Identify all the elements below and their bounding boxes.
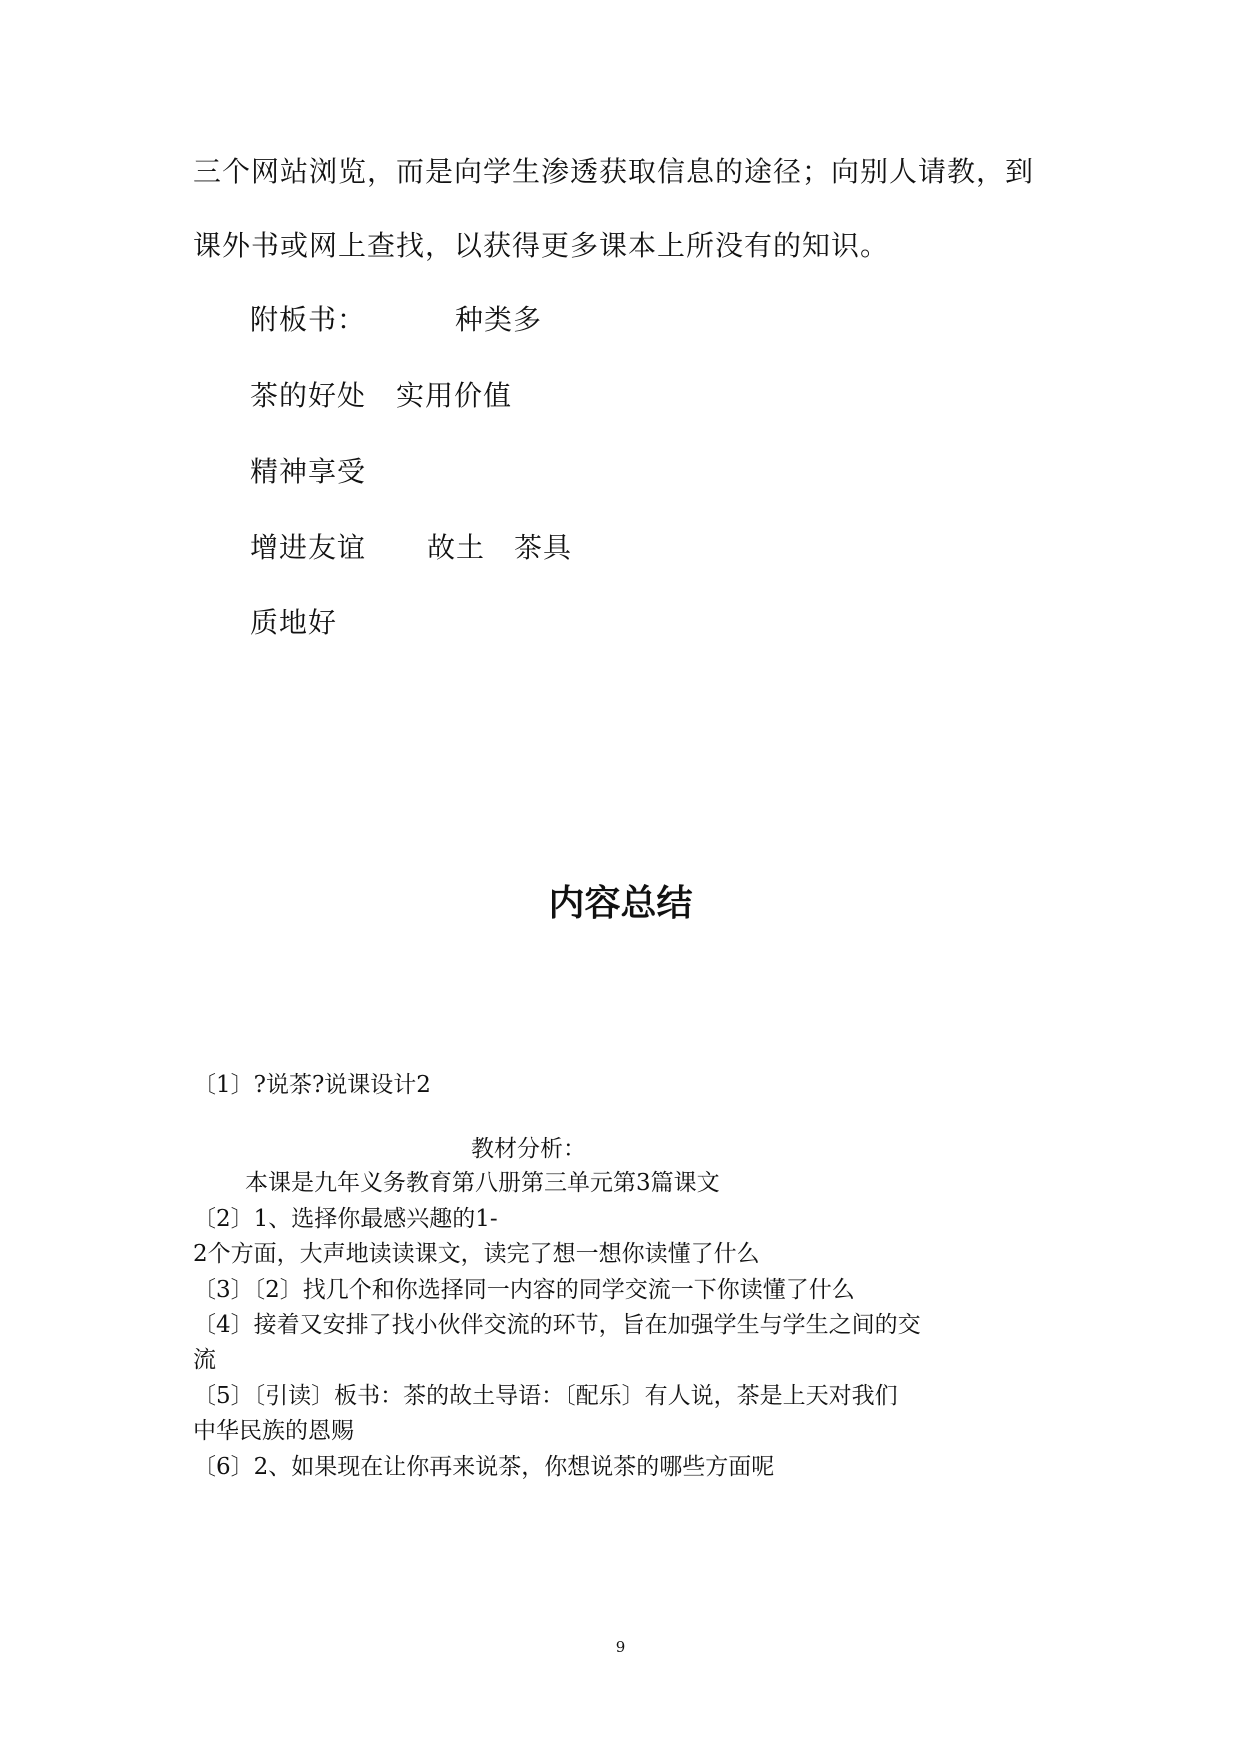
summary-item: 流 bbox=[193, 1347, 216, 1373]
board-item: 增进友谊 bbox=[250, 531, 367, 564]
summary-item: 中华民族的恩赐 bbox=[193, 1418, 354, 1444]
summary-item: 〔3〕〔2〕找几个和你选择同一内容的同学交流一下你读懂了什么 bbox=[193, 1277, 855, 1303]
summary-item: 本课是九年义务教育第八册第三单元第3篇课文 bbox=[245, 1170, 720, 1196]
board-heading: 茶的好处 bbox=[250, 379, 367, 412]
board-item: 质地好 bbox=[250, 606, 338, 639]
board-item: 精神享受 bbox=[250, 455, 367, 488]
summary-item: 〔2〕1、选择你最感兴趣的1- bbox=[193, 1206, 498, 1232]
board-item: 故土 bbox=[427, 531, 486, 564]
board-item: 茶具 bbox=[514, 531, 573, 564]
summary-item: 教材分析： bbox=[471, 1136, 586, 1162]
section-title: 内容总结 bbox=[548, 883, 693, 924]
paragraph-line: 三个网站浏览，而是向学生渗透获取信息的途径；向别人请教，到 bbox=[193, 155, 1035, 188]
board-item: 种类多 bbox=[455, 303, 543, 336]
summary-item: 〔4〕接着又安排了找小伙伴交流的环节，旨在加强学生与学生之间的交 bbox=[193, 1312, 921, 1338]
paragraph-line: 课外书或网上查找，以获得更多课本上所没有的知识。 bbox=[193, 229, 890, 262]
page-number: 9 bbox=[615, 1638, 626, 1656]
summary-item: 〔6〕2、如果现在让你再来说茶，你想说茶的哪些方面呢 bbox=[193, 1454, 775, 1480]
summary-item: 〔5〕〔引读〕板书：茶的故土导语：〔配乐〕有人说，茶是上天对我们 bbox=[193, 1383, 898, 1409]
summary-item: 〔1〕?说茶?说课设计2 bbox=[193, 1072, 431, 1098]
summary-item: 2个方面，大声地读读课文，读完了想一想你读懂了什么 bbox=[193, 1241, 760, 1267]
board-label: 附板书： bbox=[250, 303, 367, 336]
board-item: 实用价值 bbox=[396, 379, 513, 412]
